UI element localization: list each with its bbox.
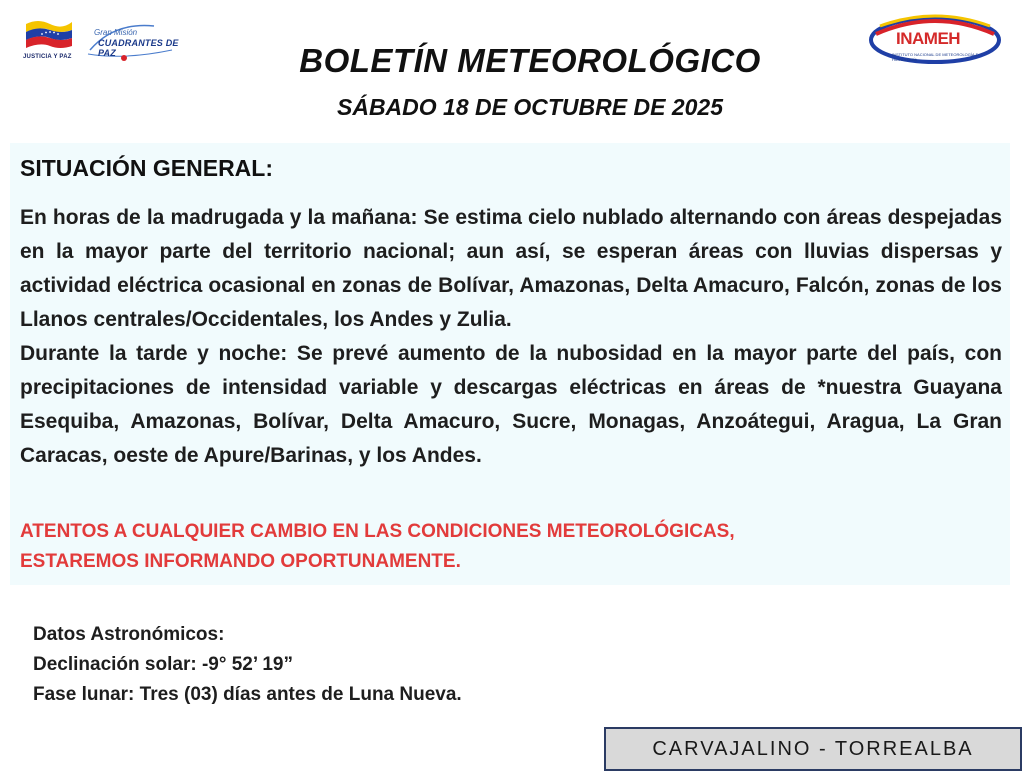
page-title: BOLETÍN METEOROLÓGICO (299, 42, 761, 79)
afternoon-forecast: Durante la tarde y noche: Se prevé aumento de la nubosidad en la mayor parte del país, con precipitaciones de intensidad variable y descargas eléctricas en áreas de *nuestra Guayana Esequiba, Amazonas, Bolívar, Delta Amacuro, Sucre, Monagas, Anzoátegui, Aragua, La Gran Caracas, oeste de Apure/Barinas, y los Andes. (20, 342, 1002, 467)
inameh-subtitle: INSTITUTO NACIONAL DE METEOROLOGÍA E HIDROLOGÍA (892, 52, 979, 62)
morning-forecast: En horas de la madrugada y la mañana: Se estima cielo nublado alternando con áreas despejadas en la mayor parte del territorio nacional; aun así, se esperan áreas con lluvias dispersas y actividad eléctrica ocasional en zonas de Bolívar, Amazonas, Delta Amacuro, Falcón, zonas de los Llanos centrales/Occidentales, los Andes y Zulia. (20, 206, 1002, 331)
section-heading: SITUACIÓN GENERAL: (20, 155, 273, 181)
astro-heading: Datos Astronómicos: (33, 624, 225, 645)
alert-line-2: ESTAREMOS INFORMANDO OPORTUNAMENTE. (20, 551, 461, 572)
moon-phase: Fase lunar: Tres (03) días antes de Luna Nueva. (33, 684, 462, 705)
justicia-paz-label: JUSTICIA Y PAZ (23, 54, 72, 60)
inameh-label: INAMEH (896, 29, 961, 48)
cuadrantes-label: CUADRANTES DE PAZ (98, 38, 179, 58)
forecast-body (20, 201, 1002, 473)
general-situation-panel (10, 143, 1010, 585)
bulletin-date: SÁBADO 18 DE OCTUBRE DE 2025 (337, 94, 723, 120)
gran-mision-label: Gran Misión (94, 28, 138, 37)
author-credit: CARVAJALINO - TORREALBA (604, 727, 1022, 771)
alert-message (20, 517, 1002, 577)
alert-line-1: ATENTOS A CUALQUIER CAMBIO EN LAS CONDICIONES METEOROLÓGICAS, (20, 521, 735, 542)
astronomical-data (33, 620, 462, 710)
solar-declination: Declinación solar: -9° 52’ 19” (33, 654, 293, 675)
